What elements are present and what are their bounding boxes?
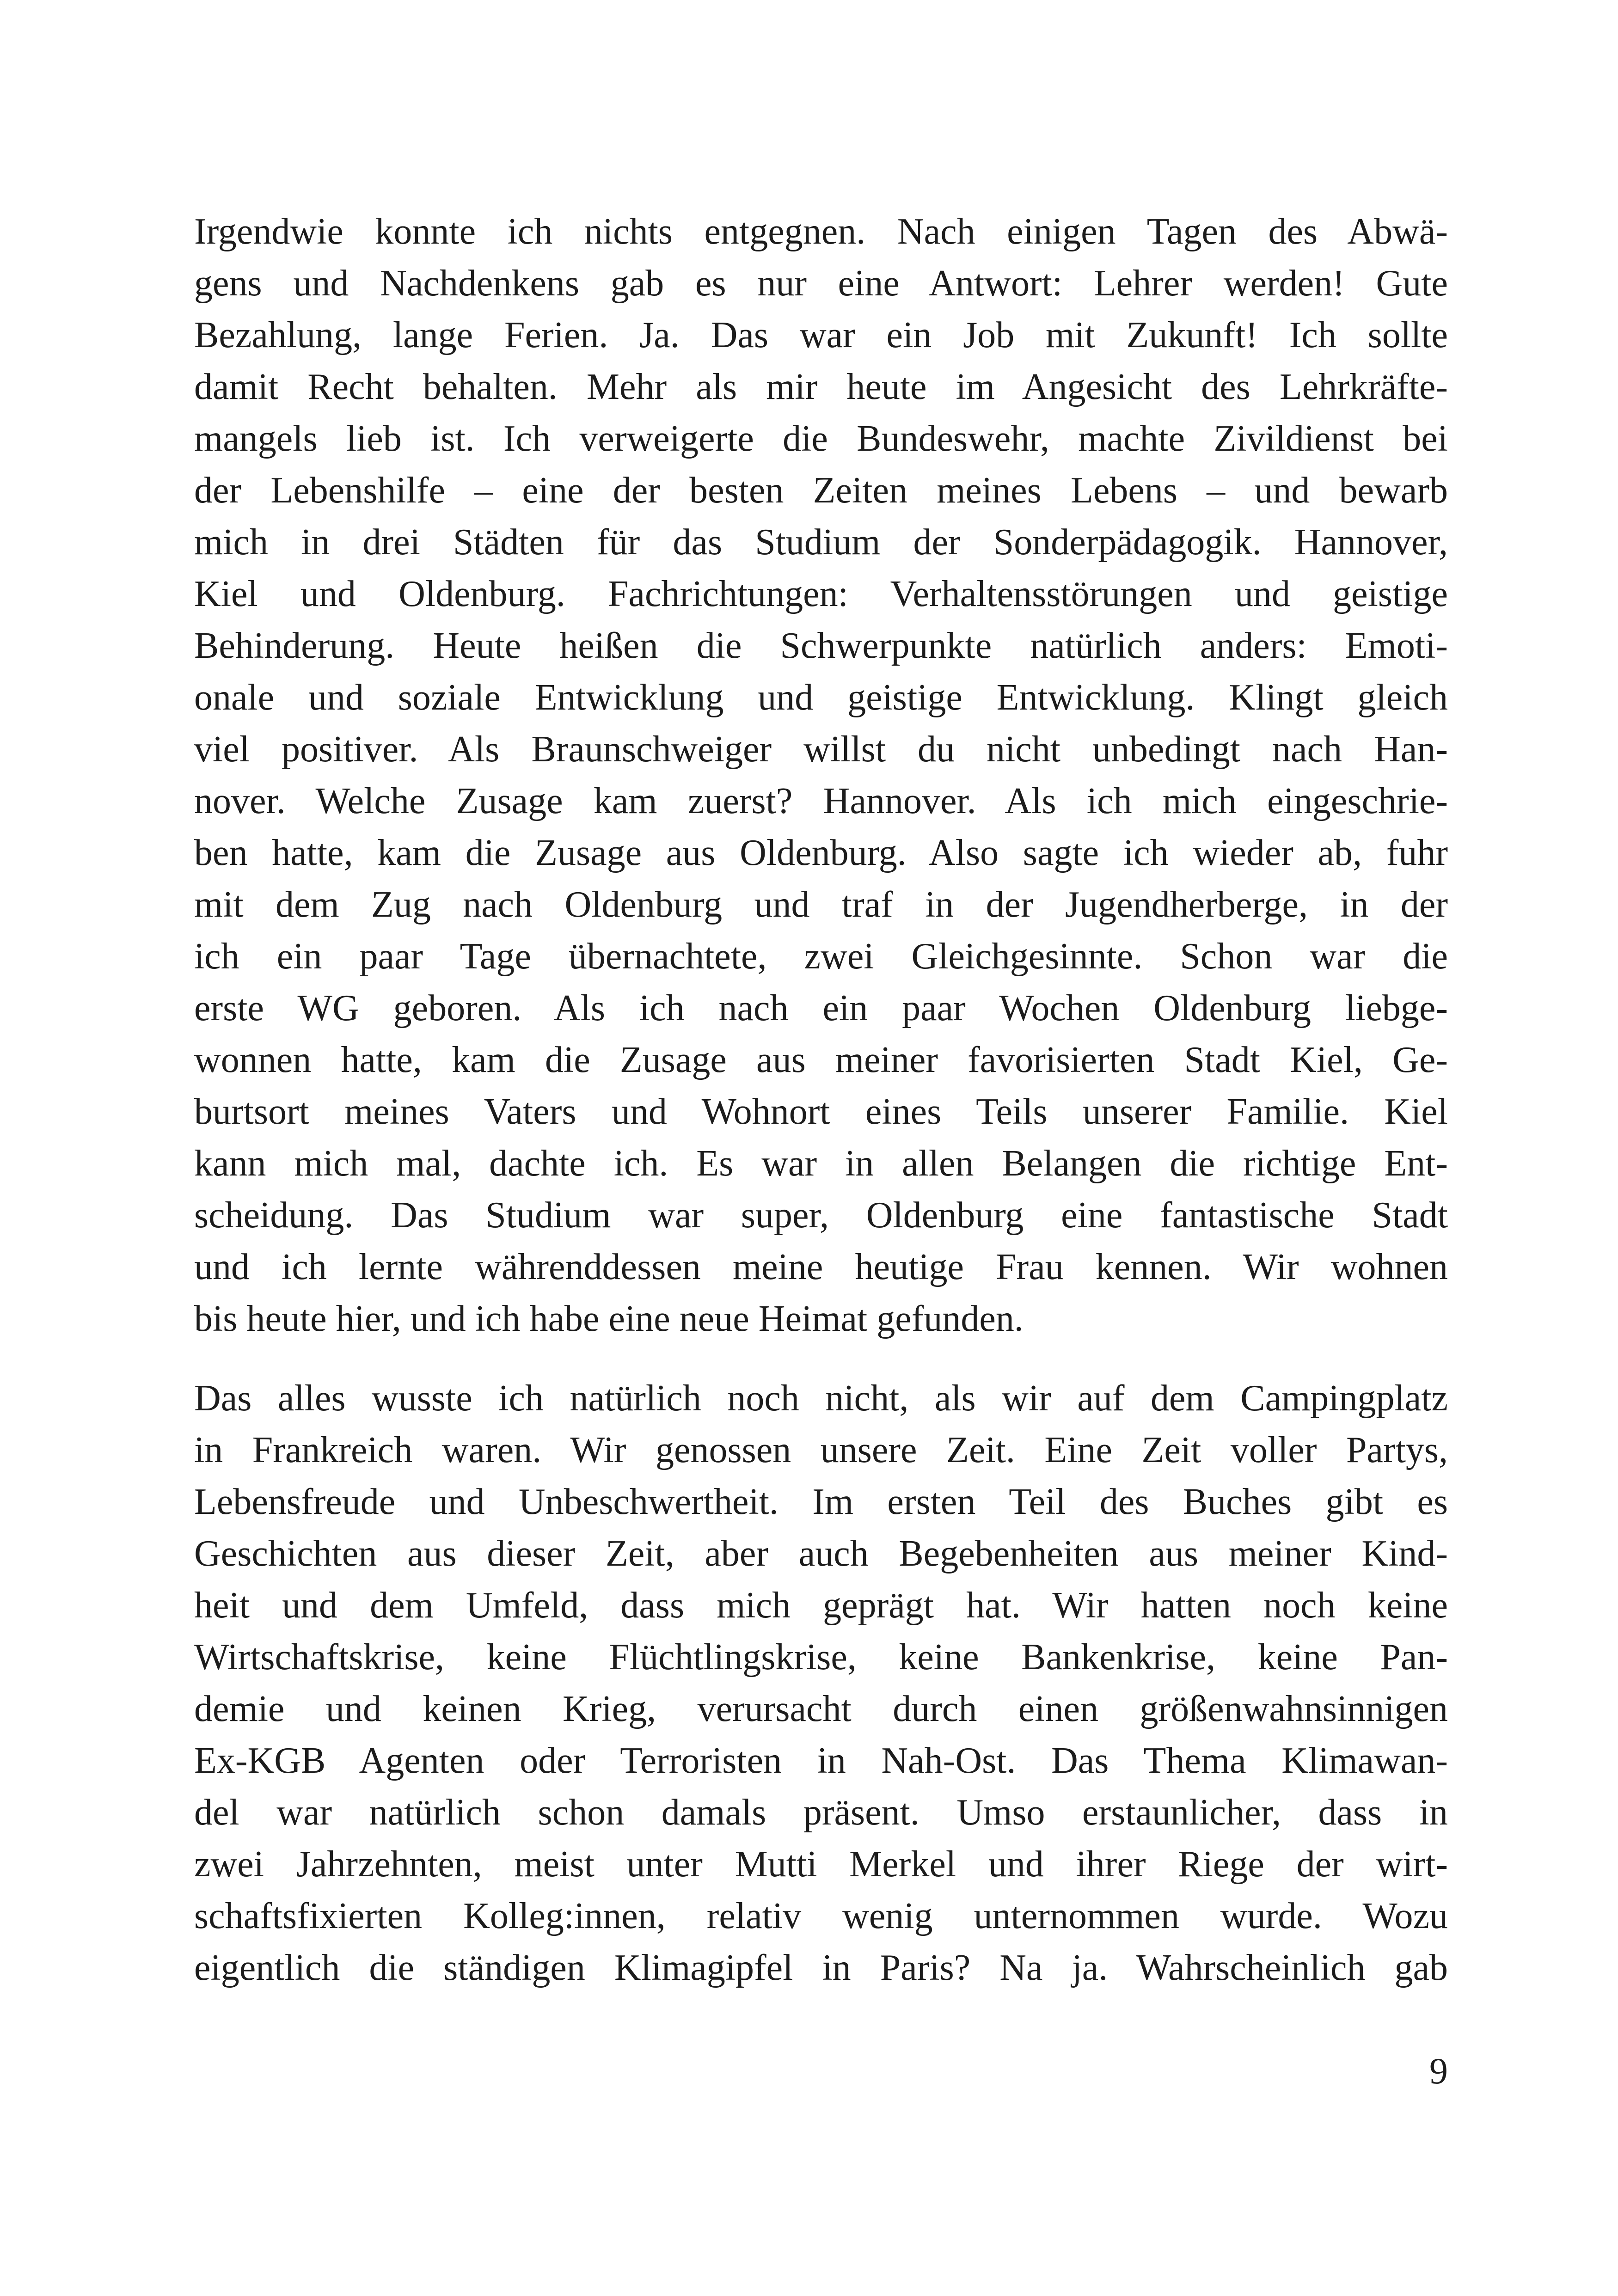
text-line: Behinderung. Heute heißen die Schwerpunkte natürlich anders: Emoti- (194, 625, 1448, 666)
text-line: erste WG geboren. Als ich nach ein paar Wochen Oldenburg liebge- (194, 988, 1448, 1029)
text-line: onale und soziale Entwicklung und geistige Entwicklung. Klingt gleich (194, 677, 1448, 718)
text-line: heit und dem Umfeld, dass mich geprägt hat. Wir hatten noch keine (194, 1585, 1448, 1626)
text-line: schaftsfixierten Kolleg:innen, relativ wenig unternommen wurde. Wozu (194, 1896, 1448, 1936)
text-line: del war natürlich schon damals präsent. Umso erstaunlicher, dass in (194, 1792, 1448, 1833)
text-line: Ex-KGB Agenten oder Terroristen in Nah-Ost. Das Thema Klimawan- (194, 1740, 1448, 1781)
text-line: Lebensfreude und Unbeschwertheit. Im ersten Teil des Buches gibt es (194, 1482, 1448, 1522)
text-line: kann mich mal, dachte ich. Es war in allen Belangen die richtige Ent- (194, 1143, 1448, 1184)
page-number: 9 (1429, 2051, 1448, 2092)
text-line: Irgendwie konnte ich nichts entgegnen. Nach einigen Tagen des Abwä- (194, 211, 1448, 252)
text-line: mangels lieb ist. Ich verweigerte die Bundeswehr, machte Zivildienst bei (194, 418, 1448, 459)
text-line: Kiel und Oldenburg. Fachrichtungen: Verhaltensstörungen und geistige (194, 574, 1448, 614)
body-text (194, 206, 1448, 1994)
text-line: nover. Welche Zusage kam zuerst? Hannover. Als ich mich eingeschrie- (194, 781, 1448, 821)
text-line: Geschichten aus dieser Zeit, aber auch Begebenheiten aus meiner Kind- (194, 1533, 1448, 1574)
text-line: der Lebenshilfe – eine der besten Zeiten meines Lebens – und bewarb (194, 470, 1448, 511)
text-line: mich in drei Städten für das Studium der Sonderpädagogik. Hannover, (194, 522, 1448, 563)
text-line: viel positiver. Als Braunschweiger willst du nicht unbedingt nach Han- (194, 729, 1448, 770)
text-line: Das alles wusste ich natürlich noch nicht, als wir auf dem Campingplatz (194, 1378, 1448, 1419)
text-line: burtsort meines Vaters und Wohnort eines Teils unserer Familie. Kiel (194, 1091, 1448, 1132)
text-line: Bezahlung, lange Ferien. Ja. Das war ein Job mit Zukunft! Ich sollte (194, 315, 1448, 355)
text-line: gens und Nachdenkens gab es nur eine Antwort: Lehrer werden! Gute (194, 263, 1448, 304)
text-line: Wirtschaftskrise, keine Flüchtlingskrise, keine Bankenkrise, keine Pan- (194, 1637, 1448, 1678)
text-line: ich ein paar Tage übernachtete, zwei Gleichgesinnte. Schon war die (194, 936, 1448, 977)
text-line: in Frankreich waren. Wir genossen unsere Zeit. Eine Zeit voller Partys, (194, 1430, 1448, 1470)
text-line: bis heute hier, und ich habe eine neue Heimat gefunden. (194, 1298, 1024, 1339)
text-line: mit dem Zug nach Oldenburg und traf in der Jugendherberge, in der (194, 884, 1448, 925)
text-line: scheidung. Das Studium war super, Oldenburg eine fantastische Stadt (194, 1195, 1448, 1236)
paragraph (194, 206, 1448, 1345)
text-line: wonnen hatte, kam die Zusage aus meiner favorisierten Stadt Kiel, Ge- (194, 1040, 1448, 1080)
text-line: eigentlich die ständigen Klimagipfel in Paris? Na ja. Wahrscheinlich gab (194, 1947, 1448, 1988)
text-line: demie und keinen Krieg, verursacht durch einen größenwahnsinnigen (194, 1689, 1448, 1729)
paragraph (194, 1372, 1448, 1994)
text-line: zwei Jahrzehnten, meist unter Mutti Merkel und ihrer Riege der wirt- (194, 1844, 1448, 1885)
text-line: und ich lernte währenddessen meine heutige Frau kennen. Wir wohnen (194, 1247, 1448, 1287)
text-line: ben hatte, kam die Zusage aus Oldenburg. Also sagte ich wieder ab, fuhr (194, 833, 1448, 873)
text-line: damit Recht behalten. Mehr als mir heute im Angesicht des Lehrkräfte- (194, 367, 1448, 407)
